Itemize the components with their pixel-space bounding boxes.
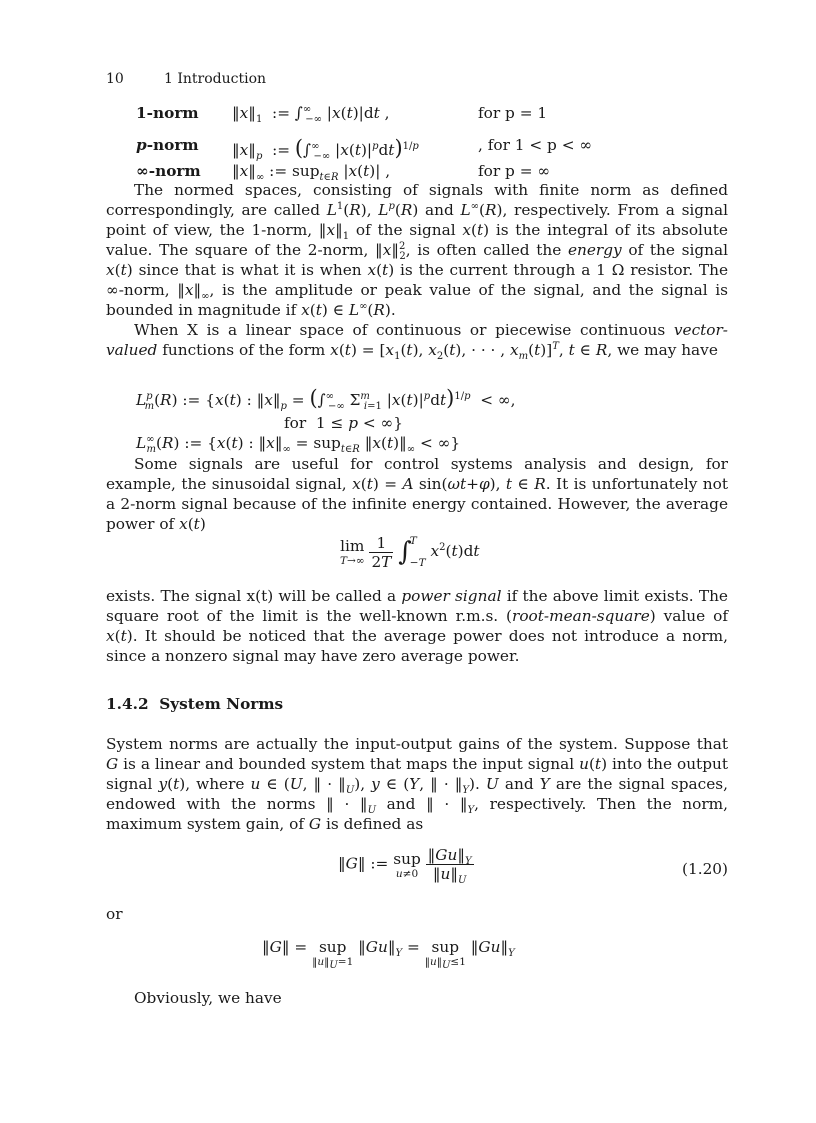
norm-condition: for p = ∞: [478, 162, 551, 180]
page-number: 10: [106, 71, 124, 87]
norm-label: ∞-norm: [136, 162, 201, 180]
paragraph-vector-valued: When X is a linear space of continuous or piecewise continuous vector-valued functions of the form $x(t) = [x_1(t)$, $x_2(t)$, · · · , $x_m(t)]^T$, t ∈ R, we may have: [106, 321, 728, 363]
running-title: 1 Introduction: [164, 71, 267, 87]
or-text: or: [106, 905, 123, 923]
equation-system-gain: ‖G‖ := sup u≠0 $\frac{‖Gu‖_Y}{‖u‖_U}$: [338, 846, 472, 887]
equation-average-power: lim T→∞ $\frac{1}{2T}$ ∫ T −T $x^2(t)dt$: [340, 533, 480, 571]
norm-definition: $‖x‖_1$ := $\int^\infty_{-\infty}$ |x(t)|dt ,: [232, 103, 390, 126]
running-header: [106, 71, 266, 87]
paragraph-system-norms: System norms are actually the input-output gains of the system. Suppose that G is a linear and bounded system that maps the input signal u(t) into the output signal y(t), where u ∈ (U, ‖ · $‖_U$), y ∈ (Y, ‖ · $‖_Y$). U and Y are the signal spaces, endowed with the norms ‖ · $‖_U$ and ‖ · $‖_Y$, respectively. Then the norm, maximum system gain, of G is defined as: [106, 735, 728, 833]
norm-definition: $‖x‖_p$ := ($\int^\infty_{-\infty}$ $|x(t)|^pdt)^{1/p}$: [232, 136, 419, 163]
equation-lp-m: $L^p_m(R)$ := {x(t) : $‖x‖_p = (\int^\infty_{-\infty}$ $\Sigma^m_{i=1}$ $|x(t)|^pdt)^{1/p}$ < ∞,: [136, 386, 516, 413]
norm-label: p-norm: [136, 136, 199, 154]
equation-lp-m-condition: for 1 ≤ p < ∞}: [284, 414, 404, 432]
paragraph-normed-spaces: The normed spaces, consisting of signals with finite norm as defined correspondingly, are called $L^1(R)$, $L^p(R)$ and L∞(R), respectively. From a signal point of view, the 1-norm, $‖x‖_1$ of the signal x(t) is the integral of its absolute value. The square of the 2-norm, ‖x‖$^2_2$, is often called the energy of the signal x(t) since that is what it is when x(t) is the current through a 1 Ω resistor. The ∞-norm, $‖x‖_\infty$, is the amplitude or peak value of the signal, and the signal is bounded in magnitude if x(t) ∈ L∞(R).: [106, 181, 728, 319]
paragraph-rms: exists. The signal x(t) will be called a power signal if the above limit exists. The square root of the limit is the well-known r.m.s. (root-mean-square) value of x(t). It should be noticed that the average power does not introduce a norm, since a nonzero signal may have zero average power.: [106, 587, 728, 665]
obviously-text: Obviously, we have: [134, 989, 282, 1007]
equation-linf-m: $L^\infty_m(R)$ := {x(t) : $‖x‖_\infty = sup_{t\in R}$ $‖x(t)‖_\infty$ < ∞}: [136, 433, 461, 456]
paragraph-power-signals: Some signals are useful for control systems analysis and design, for example, the sinusoidal signal, x(t) = A sin(ωt+φ), t ∈ R. It is unfortunately not a 2-norm signal because of the infinite energy contained. However, the average power of x(t): [106, 455, 728, 533]
norm-condition: for p = 1: [478, 104, 548, 122]
norm-definition: $‖x‖_\infty$ := sup$_{t\in R}$ |x(t)| ,: [232, 162, 391, 184]
norm-condition: , for 1 < p < ∞: [478, 136, 593, 154]
section-heading: 1.4.2 System Norms: [106, 695, 284, 713]
equation-number: (1.20): [682, 860, 728, 878]
norm-label: 1-norm: [136, 104, 199, 122]
equation-sup-unit: ‖G‖ = sup $‖u‖_U=1$ $‖Gu‖_Y$ = sup $‖u‖_U\le 1$ $‖Gu‖_Y$: [262, 938, 515, 972]
